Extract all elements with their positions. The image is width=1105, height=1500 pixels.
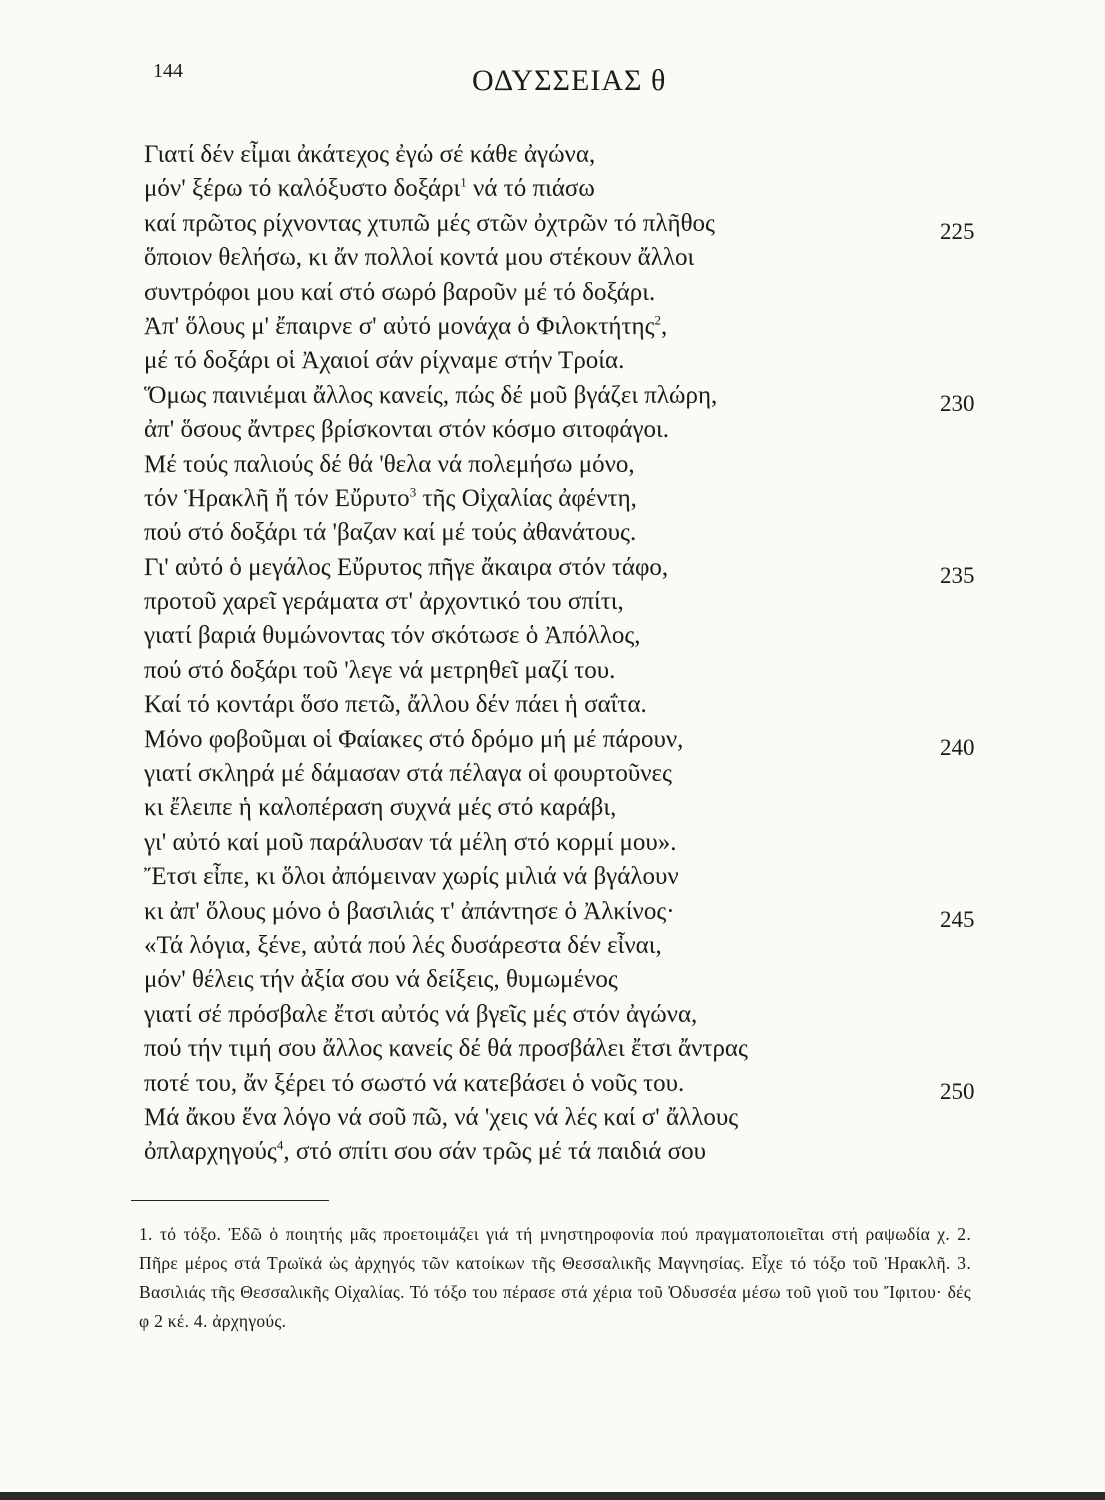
poem-text <box>144 138 974 1170</box>
verse-line: πού στό δοξάρι τοῦ 'λεγε νά μετρηθεῖ μαζί του. <box>144 656 616 684</box>
verse-line: «Τά λόγια, ξένε, αὐτά πού λές δυσάρεστα δέν εἶναι, <box>144 931 662 959</box>
verse-line: Μόνο φοβοῦμαι οἱ Φαίακες στό δρόμο μή μέ πάρουν, 240 <box>144 723 974 757</box>
line-number: 250 <box>940 1078 975 1104</box>
verse-line: γιατί σκληρά μέ δάμασαν στά πέλαγα οἱ φουρτοῦνες <box>144 760 672 788</box>
page-number: 144 <box>153 60 183 82</box>
running-head: ΟΔΥΣΣΕΙΑΣ θ <box>472 64 667 97</box>
verse-line: Ἔτσι εἶπε, κι ὅλοι ἀπόμειναν χωρίς μιλιά νά βγάλουν <box>144 863 679 891</box>
verse-line: γιατί σέ πρόσβαλε ἔτσι αὐτός νά βγεῖς μές στόν ἀγώνα, <box>144 1000 698 1028</box>
line-number: 235 <box>940 562 975 588</box>
footnote-ref: 1 <box>460 175 467 191</box>
verse-line: πού τήν τιμή σου ἄλλος κανείς δέ θά προσβάλει ἔτσι ἄντρας <box>144 1035 748 1063</box>
verse-line: συντρόφοι μου καί στό σωρό βαροῦν μέ τό δοξάρι. <box>144 278 656 306</box>
footnote-divider <box>131 1200 329 1201</box>
verse-line: Μέ τούς παλιούς δέ θά 'θελα νά πολεμήσω μόνο, <box>144 450 635 478</box>
footnote-ref: 4 <box>276 1138 284 1153</box>
verse-line: Γιατί δέν εἶμαι ἀκάτεχος ἐγώ σέ κάθε ἀγώνα, <box>144 141 596 168</box>
verse-line: ὅποιον θελήσω, κι ἄν πολλοί κοντά μου στέκουν ἄλλοι <box>144 244 695 272</box>
verse-line: καί πρῶτος ρίχνοντας χτυπῶ μές στῶν ὀχτρῶν τό πλῆθος 225 <box>144 207 974 241</box>
verse-line: τόν Ἡρακλῆ ἤ τόν Εὔρυτο$^3$ τῆς Οἰχαλίας ἀφέντη, <box>144 484 637 512</box>
footnote-ref: 3 <box>409 484 417 500</box>
verse-line: πού στό δοξάρι τά 'βαζαν καί μέ τούς ἀθανάτους. <box>144 519 637 547</box>
verse-line: ἀπ' ὅσους ἄντρες βρίσκονται στόν κόσμο σιτοφάγοι. <box>144 416 669 444</box>
verse-line: Ἀπ' ὅλους μ' ἔπαιρνε σ' αὐτό μονάχα ὁ Φιλοκτήτης$^2$, <box>144 312 668 340</box>
verse-line: Γι' αὐτό ὁ μεγάλος Εὔρυτος πῆγε ἄκαιρα στόν τάφο, 235 <box>144 551 974 585</box>
line-number: 240 <box>940 734 975 760</box>
verse-line: Καί τό κοντάρι ὅσο πετῶ, ἄλλου δέν πάει ἡ σαΐτα. <box>144 691 647 719</box>
scan-edge <box>0 1492 1105 1500</box>
verse-line: μόν' θέλεις τήν ἀξία σου νά δείξεις, θυμωμένος <box>144 966 618 994</box>
line-number: 225 <box>940 218 975 244</box>
line-number: 245 <box>940 906 975 932</box>
verse-line: ὀπλαρχηγούς$^4$, στό σπίτι σου σάν τρῶς μέ τά παιδιά σου <box>144 1138 706 1166</box>
verse-line: προτοῦ χαρεῖ γεράματα στ' ἀρχοντικό του σπίτι, <box>144 588 624 616</box>
verse-line: γιατί βαριά θυμώνοντας τόν σκότωσε ὁ Ἀπόλλος, <box>144 622 641 650</box>
verse-line: ποτέ του, ἄν ξέρει τό σωστό νά κατεβάσει ὁ νοῦς του. 250 <box>144 1067 974 1101</box>
verse-line: κι ἔλειπε ἡ καλοπέραση συχνά μές στό καράβι, <box>144 794 617 822</box>
line-number: 230 <box>940 390 975 416</box>
verse-line: κι ἀπ' ὅλους μόνο ὁ βασιλιάς τ' ἀπάντησε ὁ Ἀλκίνος· 245 <box>144 895 974 929</box>
verse-line: Ὅμως παινιέμαι ἄλλος κανείς, πώς δέ μοῦ βγάζει πλώρη, 230 <box>144 379 974 413</box>
verse-line: μόν' ξέρω τό καλόξυστο δοξάρι$^1$ νά τό πιάσω <box>144 175 595 203</box>
footnotes: 1. τό τόξο. Ἐδῶ ὁ ποιητής μᾶς προετοιμάζει γιά τή μνηστηροφονία πού πραγματοποιεῖται στή ραψωδία χ. 2. Πῆρε μέρος στά Τρωϊκά ὡς ἀρχηγός τῶν κατοίκων τῆς Θεσσαλικῆς Μαγνησίας. Εἶχε τό τόξο τοῦ Ἡρακλῆ. 3. Βασιλιάς τῆς Θεσσαλικῆς Οἰχαλίας. Τό τόξο του πέρασε στά χέρια τοῦ Ὀδυσσέα μέσω τοῦ γιοῦ του Ἴφιτου· δές φ 2 κέ. 4. ἀρχηγούς. <box>139 1224 971 1331</box>
verse-line: γι' αὐτό καί μοῦ παράλυσαν τά μέλη στό κορμί μου». <box>144 828 677 856</box>
verse-line: Μά ἄκου ἕνα λόγο νά σοῦ πῶ, νά 'χεις νά λές καί σ' ἄλλους <box>144 1103 739 1131</box>
verse-line: μέ τό δοξάρι οἱ Ἀχαιοί σάν ρίχναμε στήν Τροία. <box>144 347 625 375</box>
footnote-ref: 2 <box>654 312 662 328</box>
